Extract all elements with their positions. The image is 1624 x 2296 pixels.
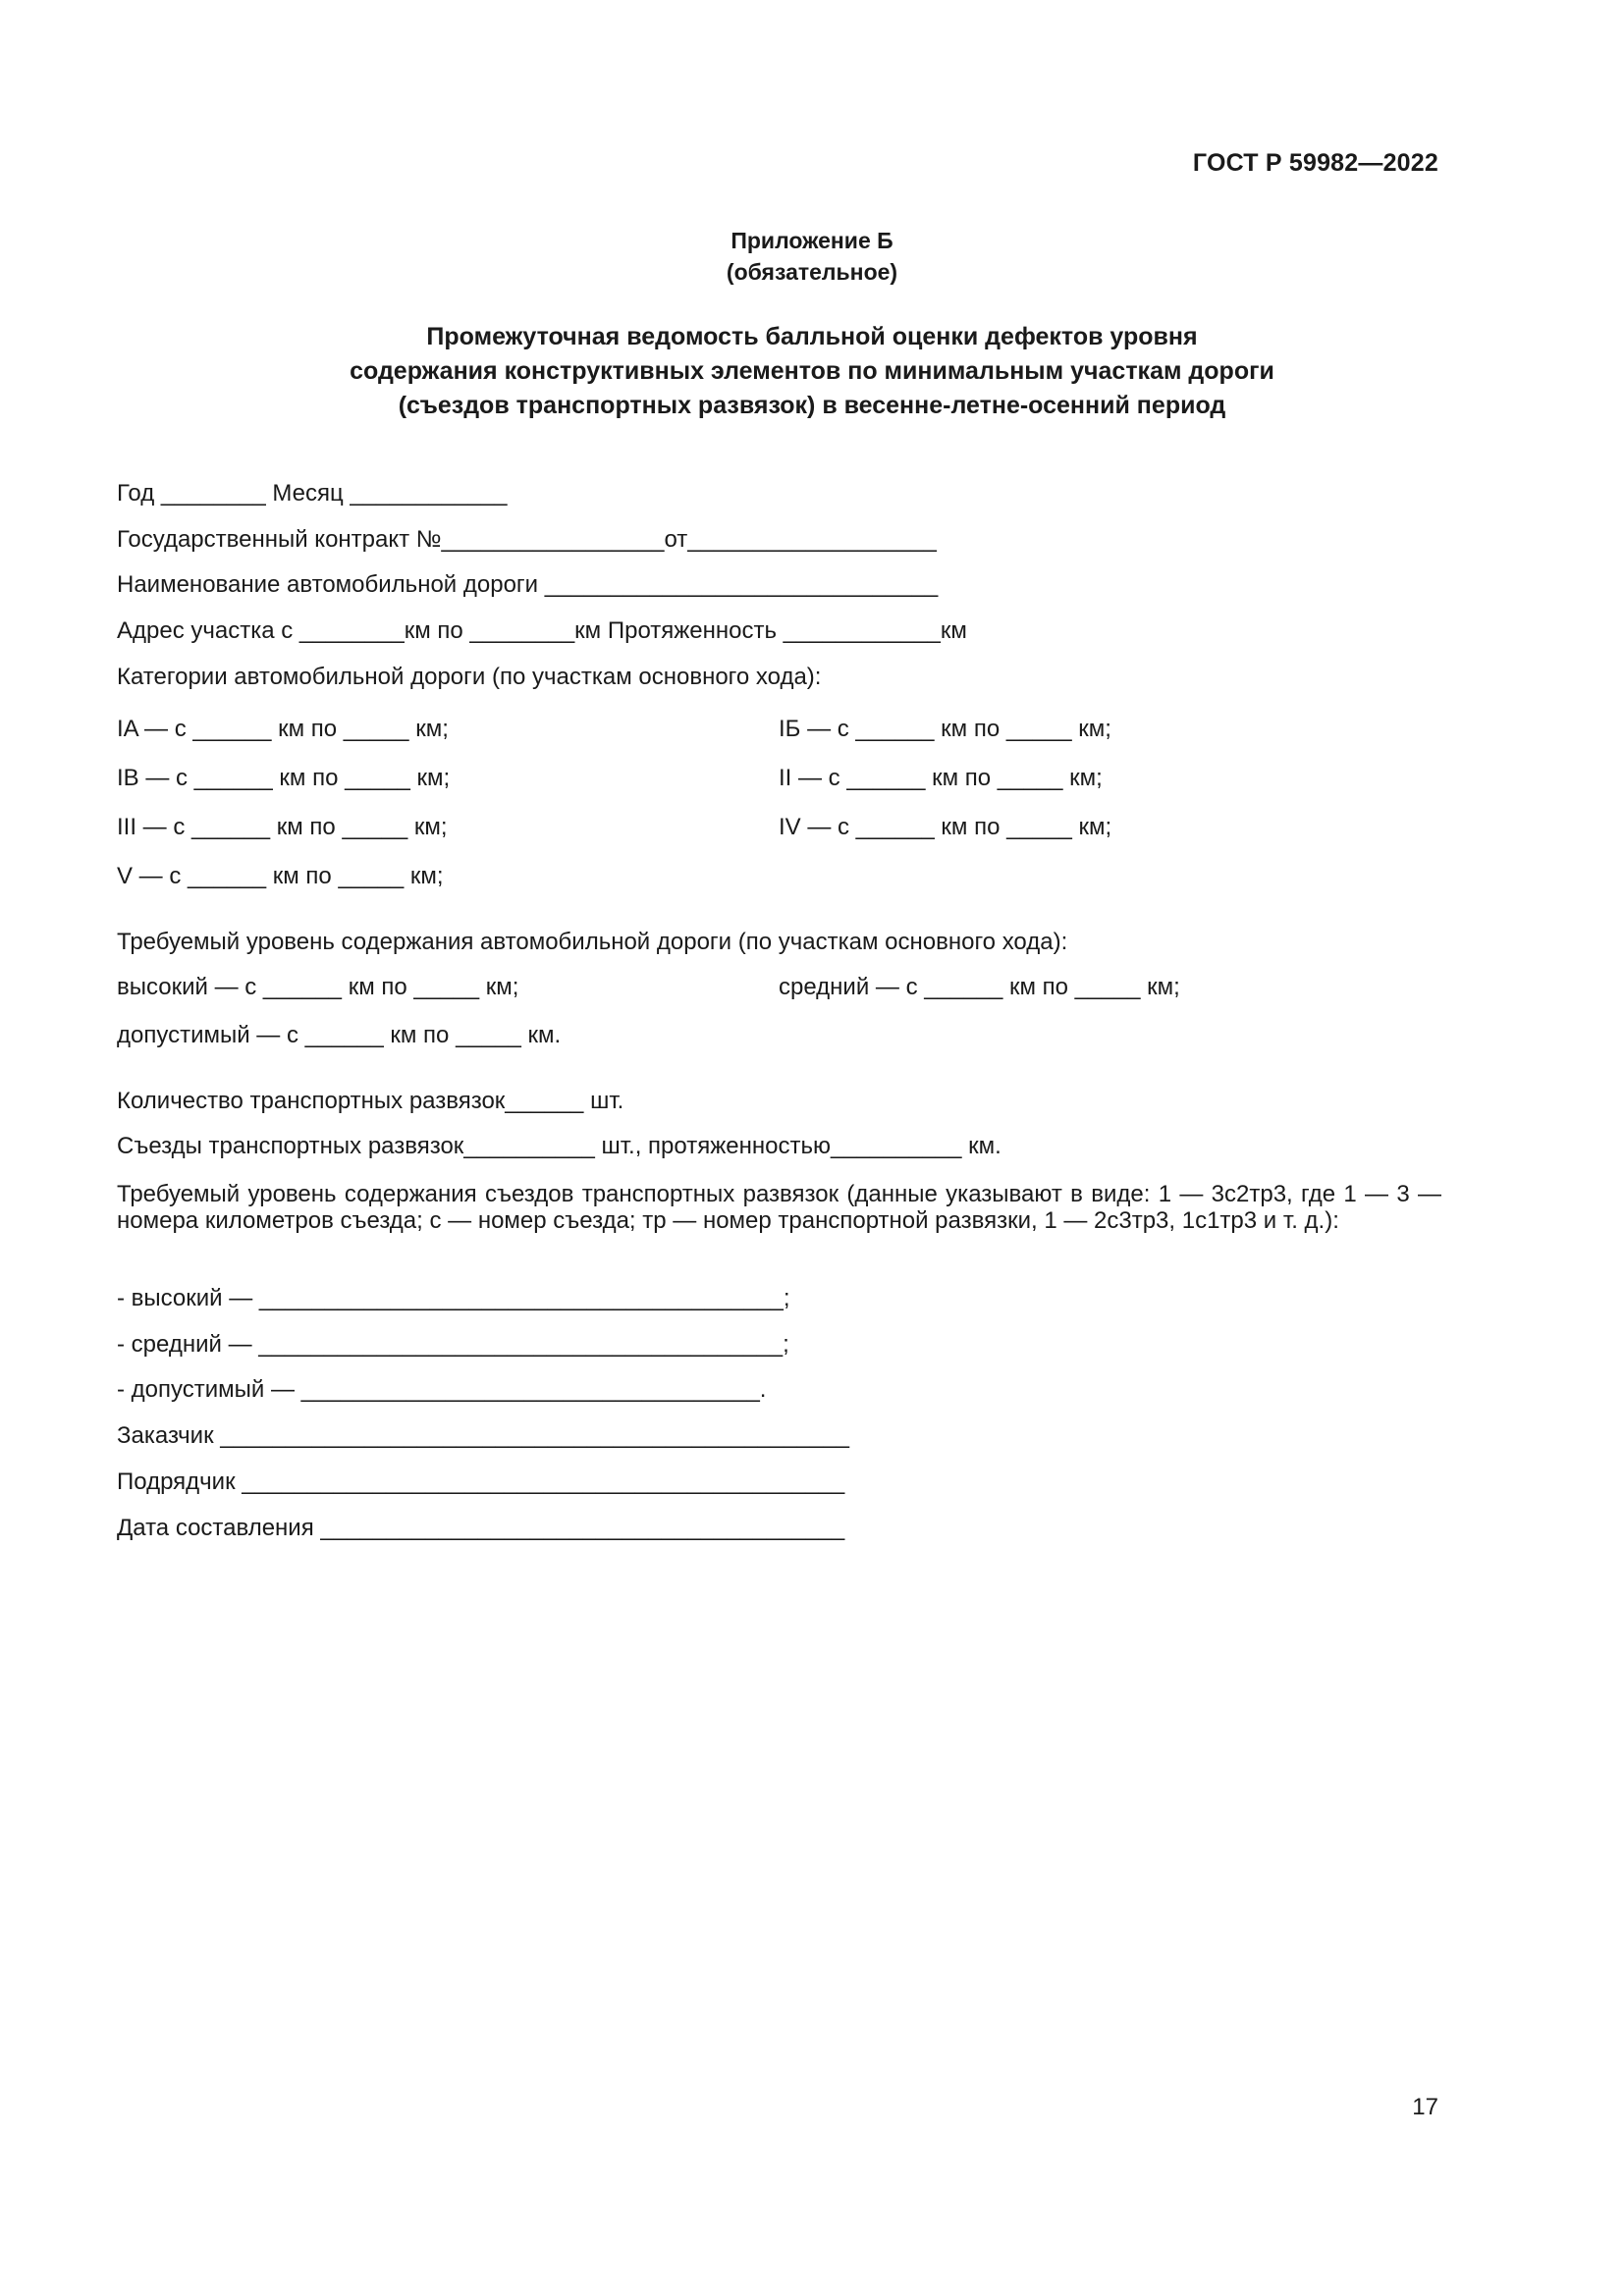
category-iv: IV — с ______ км по _____ км; [779, 814, 1112, 840]
appendix-status: (обязательное) [726, 259, 898, 285]
categories-heading: Категории автомобильной дороги (по участкам основного хода): [117, 664, 822, 690]
ramp-level-high: - высокий — ________________________________________; [117, 1285, 790, 1311]
category-v: V — с ______ км по _____ км; [117, 863, 444, 889]
level-permissible: допустимый — с ______ км по _____ км. [117, 1022, 562, 1048]
category-ii: II — с ______ км по _____ км; [779, 765, 1103, 791]
level-high: высокий — с ______ км по _____ км; [117, 974, 519, 1000]
level-heading: Требуемый уровень содержания автомобильной дороги (по участкам основного хода): [117, 929, 1068, 955]
ramps-line: Съезды транспортных развязок__________ шт., протяженностью__________ км. [117, 1133, 1001, 1159]
level-medium: средний — с ______ км по _____ км; [779, 974, 1180, 1000]
page-number: 17 [1412, 2094, 1438, 2120]
category-ib: IБ — с ______ км по _____ км; [779, 716, 1111, 742]
interchanges-count-line: Количество транспортных развязок______ шт. [117, 1088, 624, 1114]
contract-line: Государственный контракт №_________________от___________________ [117, 526, 937, 553]
category-iii: III — с ______ км по _____ км; [117, 814, 448, 840]
contractor-line: Подрядчик ______________________________________________ [117, 1468, 845, 1495]
address-line: Адрес участка с ________км по ________км Протяженность ____________км [117, 617, 967, 644]
year-month-line: Год ________ Месяц ____________ [117, 480, 508, 507]
ramp-level-medium: - средний — ________________________________________; [117, 1331, 789, 1358]
title-line-3: (съездов транспортных развязок) в весенне-летне-осенний период [398, 392, 1226, 419]
title-line-1: Промежуточная ведомость балльной оценки дефектов уровня [426, 323, 1198, 350]
standard-number: ГОСТ Р 59982—2022 [1192, 149, 1438, 177]
ramps-level-paragraph: Требуемый уровень содержания съездов транспортных развязок (данные указывают в виде: 1 — 3с2тр3, где 1 — 3 — номера километров съезда; с — номер съезда; тр — номер транспортной развязки, 1 — 2с3тр3, 1с1тр3 и т. д.): [117, 1181, 1441, 1234]
category-iv-roman: IВ — с ______ км по _____ км; [117, 765, 451, 791]
ramp-level-permissible: - допустимый — ___________________________________. [117, 1376, 767, 1403]
title-line-2: содержания конструктивных элементов по минимальным участкам дороги [350, 357, 1274, 385]
road-name-line: Наименование автомобильной дороги ______________________________ [117, 571, 939, 598]
category-ia: IA — с ______ км по _____ км; [117, 716, 449, 742]
appendix-label: Приложение Б [731, 228, 893, 253]
date-line: Дата составления ________________________________________ [117, 1515, 845, 1541]
customer-line: Заказчик ________________________________________________ [117, 1422, 849, 1449]
